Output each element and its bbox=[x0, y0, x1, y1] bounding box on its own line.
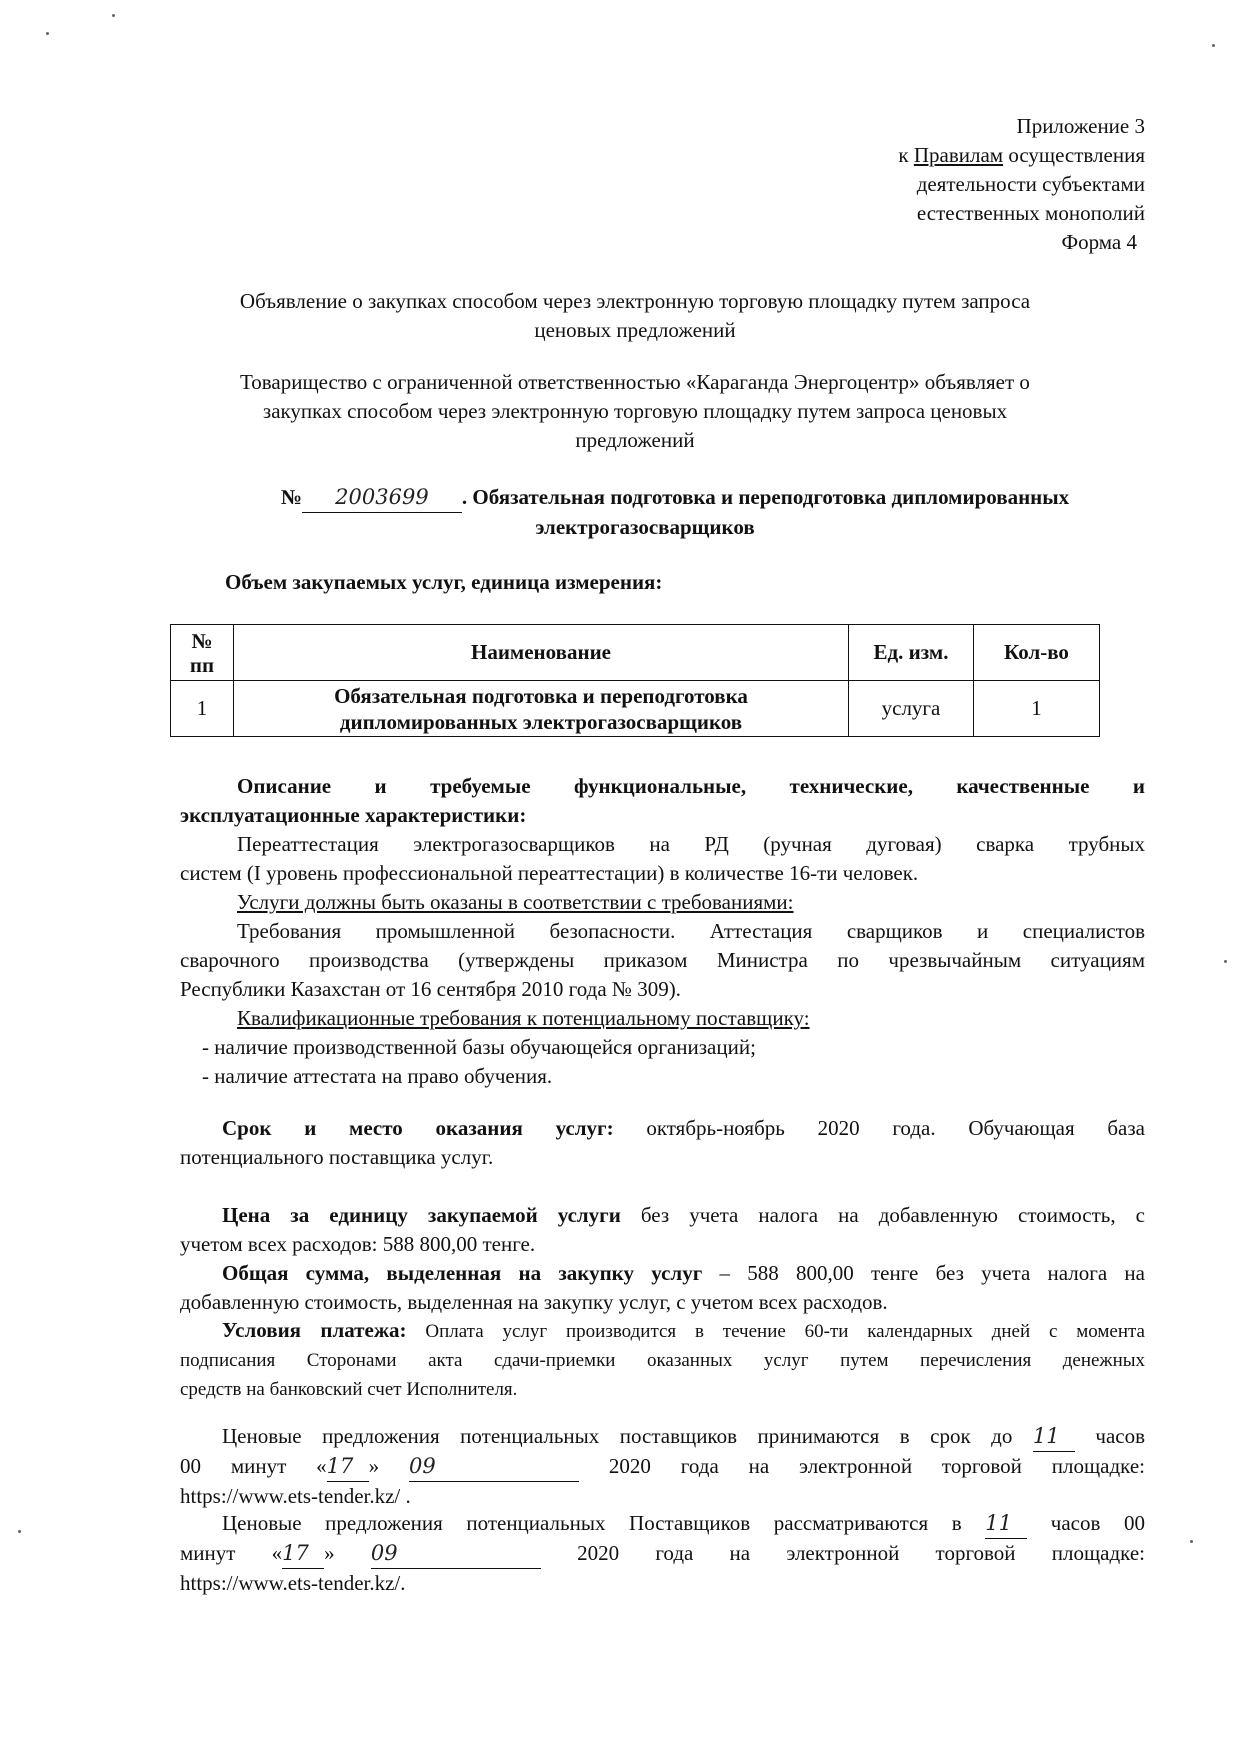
total-label: Общая сумма, выделенная на закупку услуг bbox=[222, 1261, 703, 1285]
handwritten-month: 09 bbox=[371, 1539, 541, 1569]
intro-line: Товарищество с ограниченной ответственностью «Караганда Энергоцентр» объявляет о bbox=[240, 370, 1030, 394]
payment-text: Оплата услуг производится в течение 60-ти календарных дней с момента bbox=[406, 1321, 1145, 1342]
total-text: – 588 800,00 тенге без учета налога на bbox=[702, 1261, 1145, 1285]
deadline-text: » bbox=[368, 1454, 380, 1478]
cell-qty: 1 bbox=[974, 681, 1100, 737]
intro-line: предложений bbox=[575, 428, 695, 452]
total-text: добавленную стоимость, выделенная на закупку услуг, с учетом всех расходов. bbox=[180, 1290, 888, 1314]
unit-price-text: без учета налога на добавленную стоимость, с bbox=[620, 1203, 1145, 1227]
intro-line: закупках способом через электронную торговую площадку путем запроса ценовых bbox=[262, 399, 1008, 423]
handwritten-month: 09 bbox=[409, 1452, 579, 1482]
deadline-text: часов 00 bbox=[1050, 1511, 1146, 1535]
form-number: Форма 4 bbox=[1061, 230, 1137, 254]
price-section bbox=[180, 1201, 1145, 1317]
unit-price-text: учетом всех расходов: 588 800,00 тенге. bbox=[180, 1232, 536, 1256]
requirements-text: Республики Казахстан от 16 сентября 2010 года № 309). bbox=[180, 977, 681, 1001]
payment-section bbox=[180, 1316, 1145, 1404]
deadline-text: 2020 года на электронной торговой площадке: bbox=[608, 1454, 1146, 1478]
appendix-text: к bbox=[898, 143, 914, 167]
header-num-line: пп bbox=[189, 652, 215, 677]
lot-number-sign: № bbox=[280, 485, 302, 509]
qualification-item: - наличие производственной базы обучающейся организаций; bbox=[202, 1035, 756, 1059]
payment-label: Условия платежа: bbox=[222, 1318, 407, 1342]
cell-name-line: Обязательная подготовка и переподготовка bbox=[334, 683, 748, 708]
description-text: Переаттестация электрогазосварщиков на РД (ручная дуговая) сварка трубных bbox=[237, 832, 1145, 856]
qualification-item: - наличие аттестата на право обучения. bbox=[202, 1064, 553, 1088]
description-text: систем (I уровень профессиональной переаттестации) в количестве 16-ти человек. bbox=[180, 861, 919, 885]
intro-paragraph bbox=[150, 368, 1120, 455]
deadline-url: https://www.ets-tender.kz/. bbox=[180, 1571, 406, 1595]
term-text: потенциального поставщика услуг. bbox=[180, 1145, 494, 1169]
description-section bbox=[180, 772, 1145, 1091]
handwritten-day: 17 bbox=[327, 1452, 369, 1482]
unit-price-label: Цена за единицу закупаемой услуги bbox=[222, 1203, 621, 1227]
handwritten-day: 17 bbox=[282, 1539, 324, 1569]
lot-title-line: электрогазосварщиков bbox=[535, 515, 755, 539]
term-text: октябрь-ноябрь 2020 года. Обучающая база bbox=[613, 1116, 1145, 1140]
services-table bbox=[170, 624, 1100, 737]
requirements-text: Требования промышленной безопасности. Аттестация сварщиков и специалистов bbox=[237, 919, 1145, 943]
appendix-line: естественных монополий bbox=[916, 201, 1145, 225]
deadline-text: минут « bbox=[180, 1541, 283, 1565]
cell-name bbox=[234, 681, 849, 737]
description-heading: Описание и требуемые функциональные, технические, качественные и bbox=[237, 774, 1145, 798]
deadline-url: https://www.ets-tender.kz/ . bbox=[180, 1484, 411, 1508]
scan-speck bbox=[1190, 1540, 1193, 1543]
appendix-line bbox=[898, 141, 1145, 170]
deadline-submission bbox=[180, 1422, 1145, 1511]
cell-unit: услуга bbox=[849, 681, 974, 737]
rules-link[interactable]: Правилам bbox=[913, 143, 1004, 167]
handwritten-hour: 11 bbox=[1033, 1422, 1075, 1452]
cell-name-line: дипломированных электрогазосварщиков bbox=[339, 709, 743, 734]
deadline-text: 00 минут « bbox=[180, 1454, 327, 1478]
deadline-text: часов bbox=[1095, 1424, 1146, 1448]
deadline-text: 2020 года на электронной торговой площадке: bbox=[577, 1541, 1145, 1565]
volume-heading: Объем закупаемых услуг, единица измерения: bbox=[225, 570, 663, 594]
header-unit: Ед. изм. bbox=[849, 625, 974, 681]
term-line bbox=[180, 1114, 1145, 1143]
deadline-line bbox=[180, 1422, 1145, 1452]
table-header-row bbox=[171, 625, 1100, 681]
term-section bbox=[180, 1114, 1145, 1172]
scan-speck bbox=[1212, 44, 1215, 47]
total-line bbox=[180, 1259, 1145, 1288]
requirements-text: сварочного производства (утверждены приказом Министра по чрезвычайным ситуациям bbox=[180, 948, 1145, 972]
deadline-text: Ценовые предложения потенциальных поставщиков принимаются в срок до bbox=[222, 1424, 1013, 1448]
qualification-heading-line bbox=[180, 1004, 1145, 1033]
header-name: Наименование bbox=[234, 625, 849, 681]
header-num bbox=[171, 625, 234, 681]
header-qty: Кол-во bbox=[974, 625, 1100, 681]
unit-price-line bbox=[180, 1201, 1145, 1230]
qualification-heading: Квалификационные требования к потенциальному поставщику: bbox=[237, 1006, 810, 1030]
scan-speck bbox=[46, 32, 49, 35]
lot-title-text: . Обязательная подготовка и переподготовка дипломированных bbox=[461, 485, 1070, 509]
deadline-line bbox=[180, 1539, 1145, 1569]
deadline-line bbox=[180, 1452, 1145, 1482]
payment-text: средств на банковский счет Исполнителя. bbox=[180, 1379, 518, 1400]
scan-speck bbox=[112, 14, 115, 17]
appendix-text: осуществления bbox=[1003, 143, 1145, 167]
payment-text: подписания Сторонами акта сдачи-приемки оказанных услуг путем перечисления денежных bbox=[180, 1350, 1145, 1371]
deadline-review bbox=[180, 1509, 1145, 1598]
header-num-line: № bbox=[191, 628, 213, 653]
appendix-line: Приложение 3 bbox=[1016, 114, 1145, 138]
announcement-title bbox=[150, 287, 1120, 345]
deadline-text: Ценовые предложения потенциальных Поставщиков рассматриваются в bbox=[222, 1511, 962, 1535]
scan-speck bbox=[1224, 960, 1227, 963]
cell-num: 1 bbox=[171, 681, 234, 737]
lot-number-handwritten: 2003699 bbox=[302, 483, 462, 513]
lot-title bbox=[150, 483, 1140, 542]
handwritten-hour: 11 bbox=[985, 1509, 1027, 1539]
deadline-line bbox=[180, 1509, 1145, 1539]
title-line: Объявление о закупках способом через электронную торговую площадку путем запроса bbox=[239, 289, 1031, 313]
title-line: ценовых предложений bbox=[534, 318, 736, 342]
description-heading: эксплуатационные характеристики: bbox=[180, 803, 527, 827]
appendix-block bbox=[898, 112, 1145, 257]
appendix-line: деятельности субъектами bbox=[916, 172, 1145, 196]
deadline-text: » bbox=[324, 1541, 335, 1565]
payment-line bbox=[180, 1316, 1145, 1346]
table-row bbox=[171, 681, 1100, 737]
scan-speck bbox=[18, 1530, 21, 1533]
requirements-heading: Услуги должны быть оказаны в соответствии с требованиями: bbox=[237, 890, 794, 914]
lot-title-line bbox=[150, 483, 1140, 513]
requirements-heading-line bbox=[180, 888, 1145, 917]
term-label: Срок и место оказания услуг: bbox=[222, 1116, 614, 1140]
